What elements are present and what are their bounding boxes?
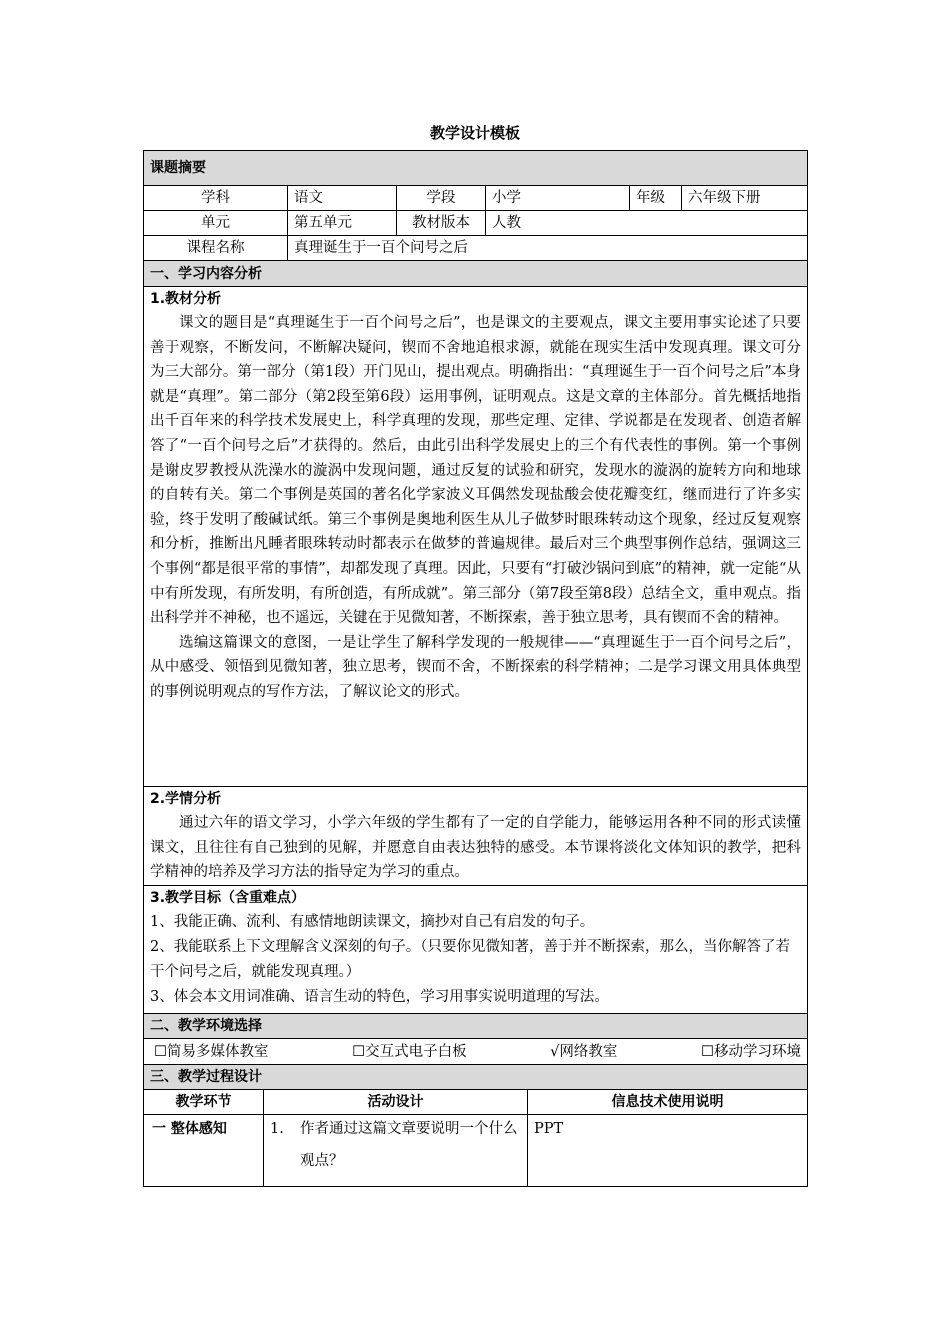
- material-analysis-paragraph-1: 课文的题目是“真理诞生于一百个问号之后”，也是课文的主要观点，课文主要用事实论述了只要善于观察，不断发问，不断解决疑问，锲而不舍地追根求源，就能在现实生活中发现真理。课文可分为三大部分。第一部分（第1段）开门见山，提出观点。明确指出：“真理诞生于一百个问号之后”本身就是“真理”。第二部分（第2段至第6段）运用事例，证明观点。这是文章的主体部分。首先概括地指出千百年来的科学技术发展史上，科学真理的发现，那些定理、定律、学说都是在发现者、创造者解答了“一百个问号之后”才获得的。然后，由此引出科学发展史上的三个有代表性的事例。第一个事例是谢皮罗教授从洗澡水的漩涡中发现问题，通过反复的试验和研究，发现水的漩涡的旋转方向和地球的自转有关。第二个事例是英国的著名化学家波义耳偶然发现盐酸会使花瓣变红，继而进行了许多实验，终于发明了酸碱试纸。第三个事例是奥地利医生从儿子做梦时眼珠转动这个现象，经过反复观察和分析，推断出凡睡者眼珠转动时都表示在做梦的普遍规律。最后对三个典型事例作总结，强调这三个事例“都是很平常的事情”，却都发现了真理。因此，只要有“打破沙锅问到底”的精神，就一定能“从中有所发现，有所发明，有所创造，有所成就”。第三部分（第7段至第8段）总结全文，重申观点。指出科学并不神秘，也不遥远，关键在于见微知著，不断探索，善于独立思考，具有锲而不舍的精神。: [150, 315, 801, 627]
- course-value: 真理诞生于一百个问号之后: [288, 236, 808, 260]
- course-label: 课程名称: [144, 236, 288, 260]
- activity-text: 作者通过这篇文章要说明一个什么观点？: [300, 1121, 518, 1169]
- summary-header-row: [144, 151, 808, 186]
- summary-row-unit: [144, 211, 808, 236]
- summary-row-subject: [144, 186, 808, 211]
- material-analysis-paragraph-2: 选编这篇课文的意图，一是让学生了解科学发现的一般规律——“真理诞生于一百个问号之后”，从中感受、领悟到见微知著，独立思考，锲而不舍，不断探索的科学精神；二是学习课文用具体典型的事例说明观点的写作方法，了解议论文的形式。: [150, 634, 801, 700]
- grade-value: 六年级下册: [682, 186, 808, 210]
- process-column-header-row: [144, 1090, 808, 1115]
- material-analysis-row: [144, 287, 808, 787]
- section3-header: 三、教学过程设计: [144, 1065, 808, 1089]
- section2-header-row: [144, 1014, 808, 1039]
- activity-number: 1.: [270, 1121, 284, 1137]
- teaching-goal-item: 2、我能联系上下文理解含义深刻的句子。（只要你见微知著，善于并不断探索，那么，当你解答了若干个问号之后，就能发现真理。）: [150, 939, 790, 980]
- process-tech-note: PPT: [528, 1115, 808, 1186]
- teaching-goal-item: 1、我能正确、流利、有感情地朗读课文，摘抄对自己有启发的句子。: [150, 914, 595, 930]
- process-activity-cell: [264, 1115, 528, 1186]
- page-title: 教学设计模板: [429, 124, 520, 142]
- environment-options-cell: [144, 1039, 808, 1064]
- material-analysis-title: 1.教材分析: [150, 291, 222, 307]
- unit-label: 单元: [144, 211, 288, 235]
- edition-label: 教材版本: [397, 211, 486, 235]
- summary-row-course: [144, 236, 808, 261]
- stage-value: 小学: [486, 186, 630, 210]
- grade-label: 年级: [630, 186, 682, 210]
- learner-analysis-title: 2.学情分析: [150, 791, 222, 807]
- subject-label: 学科: [144, 186, 288, 210]
- section1-header: 一、学习内容分析: [144, 261, 808, 286]
- process-stage: 一 整体感知: [144, 1115, 264, 1186]
- subject-value: 语文: [288, 186, 397, 210]
- unit-value: 第五单元: [288, 211, 397, 235]
- teaching-goal-item: 3、体会本文用词准确、语言生动的特色，学习用事实说明道理的写法。: [150, 989, 609, 1005]
- col-header-activity: 活动设计: [264, 1090, 528, 1114]
- teaching-goals-row: [144, 886, 808, 1014]
- teaching-goals-title: 3.教学目标（含重难点）: [150, 890, 306, 906]
- env-option-network-classroom[interactable]: √网络教室: [550, 1044, 618, 1060]
- col-header-stage: 教学环节: [144, 1090, 264, 1114]
- lesson-design-table: [143, 150, 808, 1187]
- process-row: [144, 1115, 808, 1187]
- learner-analysis-paragraph: 通过六年的语文学习，小学六年级的学生都有了一定的自学能力，能够运用各种不同的形式读懂课文，且往往有自己独到的见解，并愿意自由表达独特的感受。本节课将淡化文体知识的教学，把科学精神的培养及学习方法的指导定为学习的重点。: [150, 815, 801, 881]
- env-option-simple-multimedia[interactable]: ☐简易多媒体教室: [154, 1044, 269, 1060]
- learner-analysis-row: [144, 787, 808, 886]
- stage-label: 学段: [397, 186, 486, 210]
- edition-value: 人教: [486, 211, 808, 235]
- section1-header-row: [144, 261, 808, 287]
- summary-header: 课题摘要: [144, 151, 808, 185]
- section2-header: 二、教学环境选择: [144, 1014, 808, 1038]
- env-option-mobile-learning[interactable]: ☐移动学习环境: [700, 1044, 801, 1060]
- material-analysis-cell: [144, 287, 808, 786]
- section3-header-row: [144, 1065, 808, 1090]
- environment-options-row: [144, 1039, 808, 1065]
- env-option-interactive-whiteboard[interactable]: ☐交互式电子白板: [352, 1044, 467, 1060]
- col-header-tech: 信息技术使用说明: [528, 1090, 808, 1114]
- learner-analysis-cell: [144, 787, 808, 885]
- teaching-goals-cell: [144, 886, 808, 1013]
